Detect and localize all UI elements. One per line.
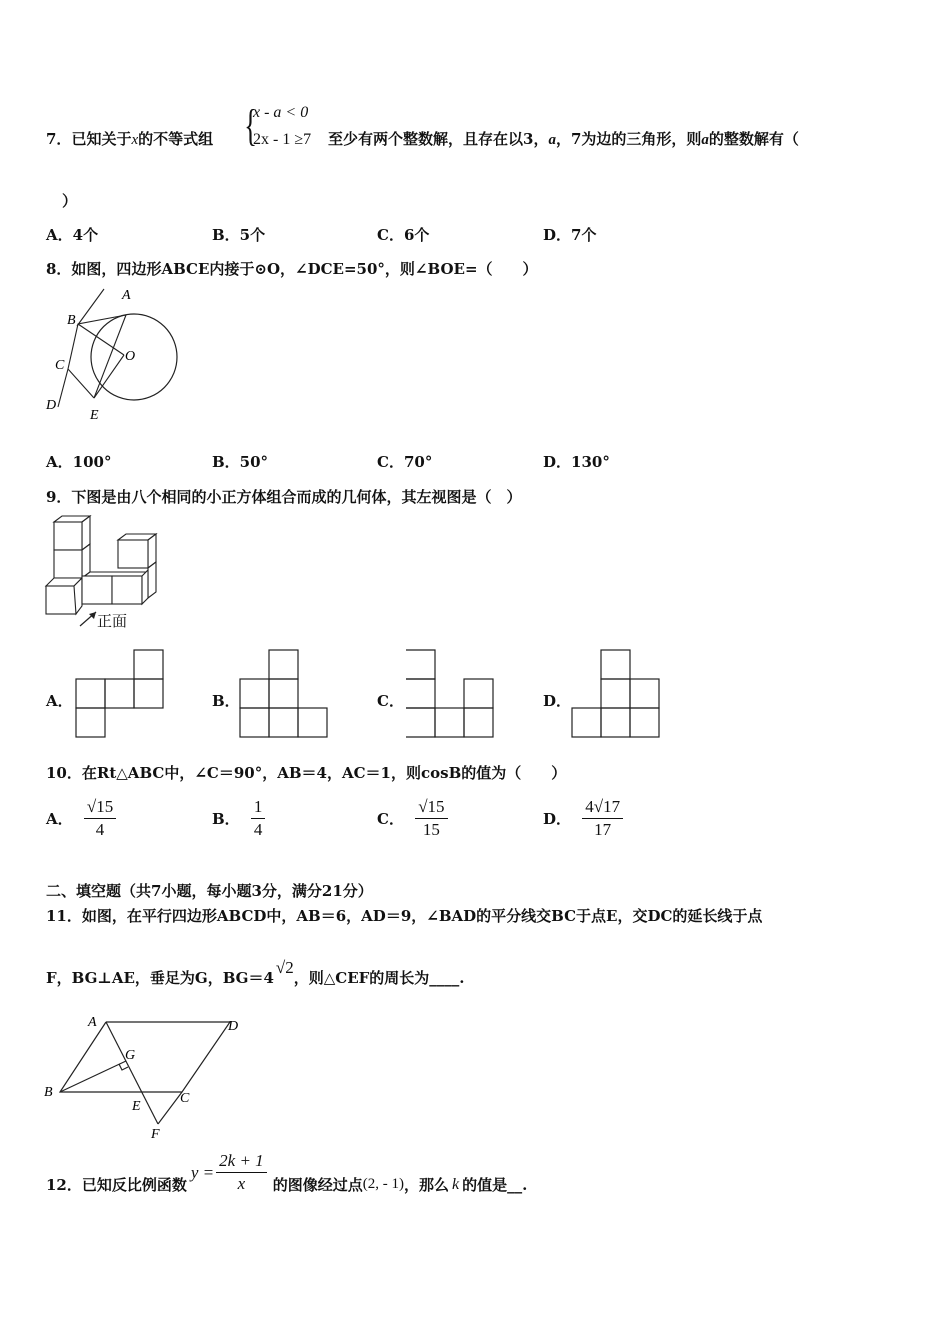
q8-label-c: C xyxy=(55,358,65,373)
q12-mid2: ，那么 xyxy=(403,1176,449,1194)
q11-line-cf xyxy=(158,1092,182,1124)
q10-option-a-fraction xyxy=(84,796,116,841)
q7-var-x: x xyxy=(131,132,139,148)
q10-option-a-den: 4 xyxy=(95,820,105,839)
q7-option-c: C．6个 xyxy=(377,226,430,244)
q8-circle-figure xyxy=(40,285,190,425)
q7-system-line2: 2x - 1 ≥7 xyxy=(253,131,312,148)
q7-option-b: B．5个 xyxy=(212,226,266,244)
q11-label-d: D xyxy=(228,1019,239,1034)
q9-option-b-view xyxy=(238,649,332,739)
q7-mid: 的不等式组 xyxy=(138,130,214,148)
q11-sqrt: √2 xyxy=(275,958,294,977)
q7-suffix3: 的整数解有（ xyxy=(708,130,799,148)
q10-option-b-num: 1 xyxy=(251,796,266,819)
q10-option-c xyxy=(377,796,448,841)
q7-brace: { xyxy=(244,101,257,150)
q8-option-c: C．70° xyxy=(377,453,433,471)
q10-option-b-label: B． xyxy=(212,810,240,828)
q10-option-c-fraction xyxy=(415,796,447,841)
q11-label-e: E xyxy=(132,1099,141,1114)
q9-option-c-view xyxy=(404,649,498,739)
q8-line-ab xyxy=(77,289,104,326)
q12-y-eq: y = xyxy=(190,1162,215,1182)
q11-label-b: B xyxy=(44,1085,53,1100)
q7-system-line1: x - a < 0 xyxy=(253,104,309,121)
q8-label-d: D xyxy=(46,398,57,413)
q12-var-k: k xyxy=(451,1175,460,1193)
q11-label-g: G xyxy=(125,1048,136,1063)
q10-option-a-num: √15 xyxy=(84,796,116,819)
q8-label-e: E xyxy=(90,408,99,423)
q7-var-a: a xyxy=(548,132,556,148)
q12-suffix: 的值是__. xyxy=(462,1176,528,1194)
q10-option-c-num: √15 xyxy=(415,796,447,819)
q11-right-angle xyxy=(119,1064,128,1070)
q11-label-f: F xyxy=(151,1127,160,1142)
q10-option-b-fraction xyxy=(251,796,266,841)
q11-line2-b: ，则△CEF的周长为____. xyxy=(293,969,465,987)
q9-option-b: B． xyxy=(212,692,240,710)
q10-option-b-den: 4 xyxy=(253,820,263,839)
q8-label-b: B xyxy=(67,313,76,328)
q10-option-d-label: D． xyxy=(543,810,572,828)
section-2-heading: 二、填空题（共7小题，每小题3分，满分21分） xyxy=(46,882,373,900)
question-7 xyxy=(46,128,213,149)
q8-line-dc xyxy=(58,369,68,407)
q8-option-a: A．100° xyxy=(46,453,112,471)
q11-parallelogram xyxy=(60,1022,230,1092)
q8-label-a: A xyxy=(122,288,131,303)
q9-option-a: A． xyxy=(46,692,73,710)
q12-fraction xyxy=(216,1150,267,1195)
question-8: 8．如图，四边形ABCE内接于⊙O，∠DCE=50°，则∠BOE=（ ） xyxy=(46,260,538,278)
q10-option-c-den: 15 xyxy=(422,820,440,839)
q7-option-d: D．7个 xyxy=(543,226,597,244)
q11-label-a: A xyxy=(88,1015,97,1030)
q8-line-ae xyxy=(94,315,126,398)
q12-prefix: 12．已知反比例函数 xyxy=(46,1176,187,1194)
question-10: 10．在Rt△ABC中，∠C＝90°，AB＝4，AC＝1，则cosB的值为（ ） xyxy=(46,764,567,782)
q9-option-d: D． xyxy=(543,692,572,710)
q8-quad xyxy=(68,315,126,398)
q7-close-paren: ） xyxy=(62,192,78,210)
q11-label-c: C xyxy=(180,1091,190,1106)
q9-option-c: C． xyxy=(377,692,404,710)
q8-option-b: B．50° xyxy=(212,453,269,471)
q12-point: (2, - 1) xyxy=(362,1176,404,1192)
q9-option-d-view xyxy=(570,649,664,739)
question-11-line1: 11．如图，在平行四边形ABCD中，AB＝6，AD＝9，∠BAD的平分线交BC于点E，交DC的延长线于点 xyxy=(46,907,763,925)
q10-option-a-label: A． xyxy=(46,810,73,828)
q7-number: 7． xyxy=(46,130,72,148)
question-9: 9．下图是由八个相同的小正方体组合而成的几何体，其左视图是（ ） xyxy=(46,488,522,506)
q8-option-d: D．130° xyxy=(543,453,610,471)
q11-parallelogram-figure xyxy=(40,1012,250,1142)
q10-option-a xyxy=(46,796,116,841)
q7-rest xyxy=(328,128,799,149)
q7-suffix2: ，7为边的三角形，则 xyxy=(555,130,702,148)
q12-num: 2k + 1 xyxy=(216,1150,267,1173)
q11-line2-a: F，BG⊥AE，垂足为G，BG＝4 xyxy=(46,969,274,987)
q10-option-c-label: C． xyxy=(377,810,404,828)
q10-option-d-fraction xyxy=(582,796,623,841)
q12-den: x xyxy=(237,1174,246,1193)
q10-option-d-num: 4√17 xyxy=(582,796,623,819)
q8-label-o: O xyxy=(125,349,136,364)
q7-option-a: A．4个 xyxy=(46,226,99,244)
q7-suffix: 至少有两个整数解，且存在以3， xyxy=(328,130,549,148)
q12-mid: 的图像经过点 xyxy=(272,1176,363,1194)
question-11-line2 xyxy=(46,958,465,988)
q7-prefix: 已知关于 xyxy=(71,130,132,148)
q9-option-a-view xyxy=(74,649,166,739)
q9-front-label: 正面 xyxy=(97,612,128,630)
q10-option-b xyxy=(212,796,265,841)
q10-option-d xyxy=(543,796,623,841)
q10-option-d-den: 17 xyxy=(594,820,612,839)
question-12 xyxy=(46,1150,527,1195)
q7-var-a2: a xyxy=(701,132,709,148)
